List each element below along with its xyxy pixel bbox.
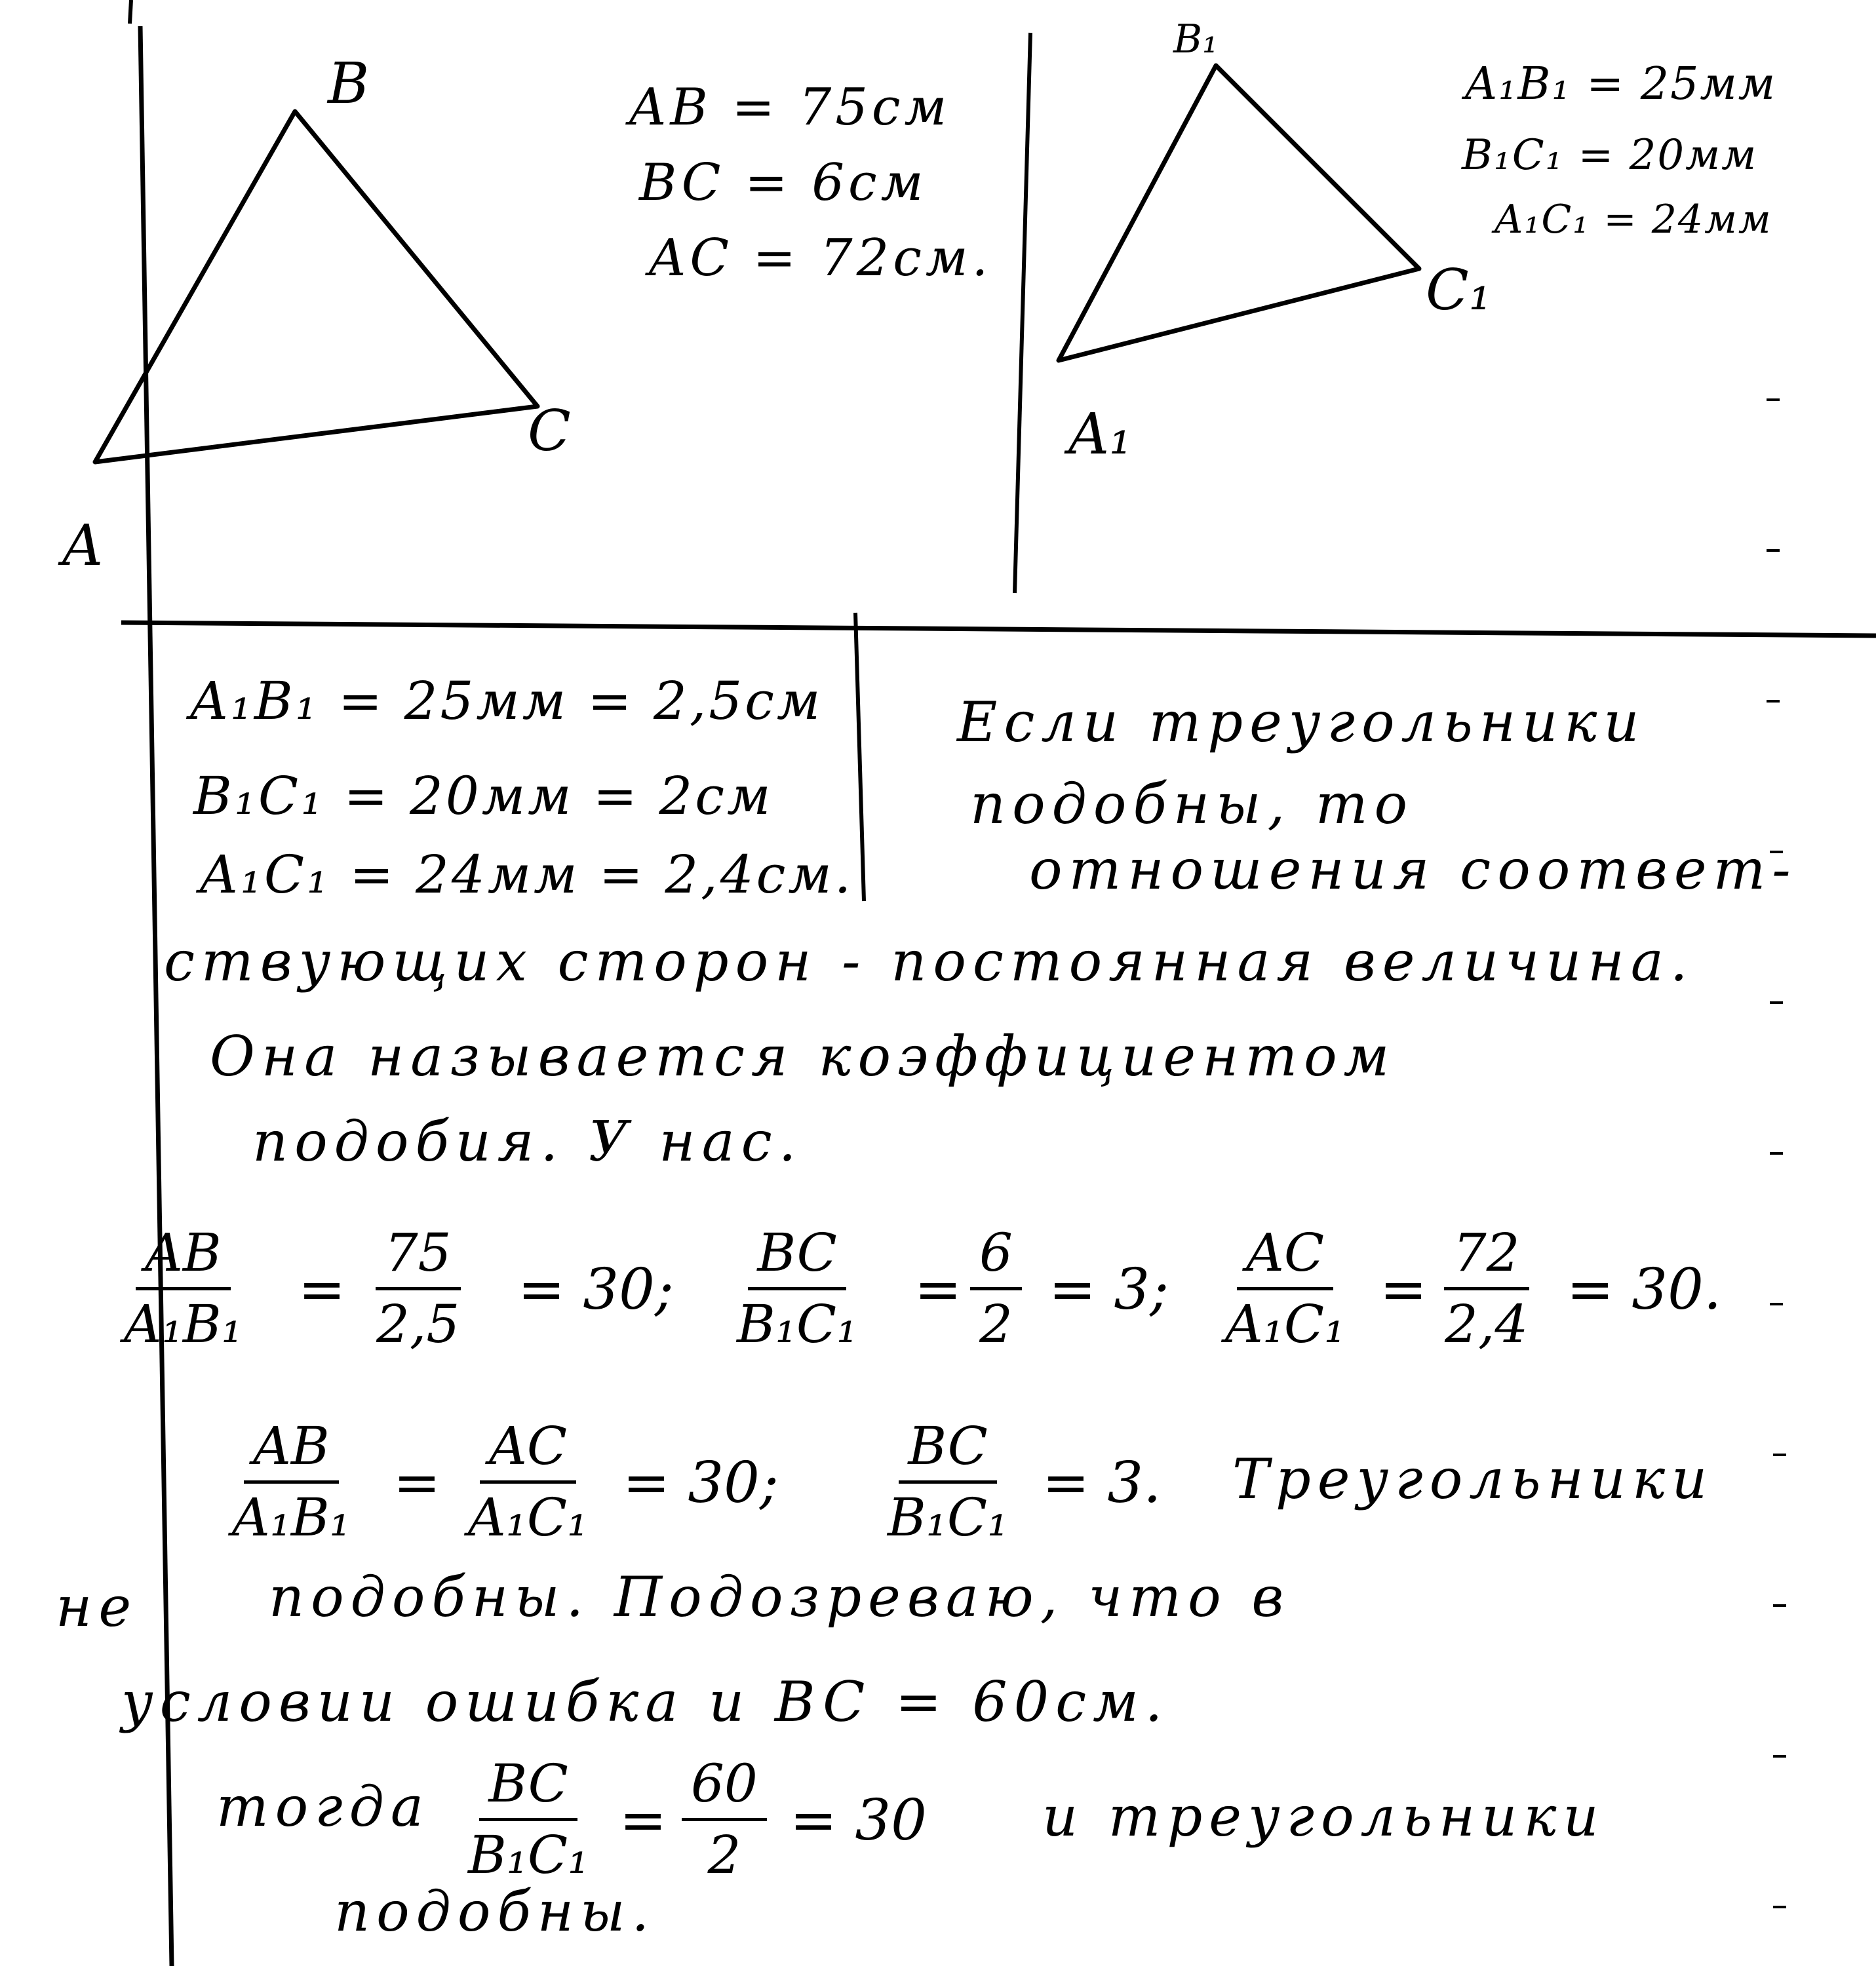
- correction-then: тогда: [216, 1775, 430, 1839]
- correction-last: подобны.: [334, 1879, 656, 1944]
- ratio-bc-den: B₁C₁: [737, 1294, 858, 1355]
- horizontal-divider: [121, 623, 1876, 636]
- ratio-ab-eq: =: [298, 1257, 346, 1322]
- ratio-ac-eq: =: [1380, 1257, 1428, 1322]
- definition-line-1: Если треугольники: [957, 690, 1646, 754]
- comparison-ab-a1b1: [223, 1416, 360, 1548]
- correction-values: [682, 1753, 767, 1885]
- ratio-bc-val-den: 2: [979, 1294, 1013, 1355]
- correction-result: = 30: [790, 1788, 927, 1853]
- correction-val-den: 2: [707, 1824, 741, 1885]
- comparison-ac-num: AC: [480, 1419, 576, 1484]
- comparison-bc-num: BC: [899, 1419, 996, 1484]
- ratio-ac-a1c1: [1216, 1222, 1354, 1355]
- ratio-ab-result: = 30;: [518, 1257, 674, 1322]
- correction-tail: и треугольники: [1042, 1784, 1605, 1849]
- ratio-ab-val-den: 2,5: [376, 1294, 460, 1355]
- comparison-bc-b1c1: [878, 1416, 1017, 1548]
- lower-divider-vertical: [855, 613, 864, 901]
- comparison-not: не: [56, 1575, 138, 1639]
- ratio-ac-val-num: 72: [1444, 1225, 1529, 1290]
- comparison-result-1: = 30;: [623, 1450, 779, 1516]
- definition-line-6: подобия. У нас.: [252, 1109, 803, 1174]
- ratio-ac-num: AC: [1237, 1225, 1333, 1290]
- vertex-label-a: A: [62, 513, 104, 579]
- comparison-line-3: условии ошибка и BC = 60см.: [121, 1670, 1169, 1734]
- conversion-b1c1: B₁C₁ = 20мм = 2см: [193, 765, 773, 826]
- given-b1c1: B₁C₁ = 20мм: [1462, 131, 1758, 180]
- comparison-bc-den: B₁C₁: [888, 1487, 1009, 1548]
- correction-val-num: 60: [682, 1756, 767, 1821]
- comparison-ac-den: A₁C₁: [468, 1487, 589, 1548]
- comparison-ab-den: A₁B₁: [232, 1487, 351, 1548]
- given-a1b1: A₁B₁ = 25мм: [1465, 58, 1777, 110]
- ratio-ac-result: = 30.: [1567, 1257, 1722, 1322]
- comparison-tail: Треугольники: [1232, 1447, 1714, 1511]
- ratio-ac-values: [1436, 1222, 1537, 1355]
- vertex-label-a1: A₁: [1068, 402, 1132, 467]
- ratio-bc-val-num: 6: [970, 1225, 1022, 1290]
- upper-divider-vertical: [1015, 33, 1030, 593]
- ratio-ac-den: A₁C₁: [1225, 1294, 1346, 1355]
- definition-line-3: отношения соответ-: [1029, 838, 1797, 902]
- comparison-ab-num: AB: [244, 1419, 339, 1484]
- vertex-label-b: B: [328, 51, 370, 117]
- given-ac: AC = 72см.: [649, 229, 992, 288]
- ratio-ab-values: [367, 1222, 469, 1355]
- ratio-ab-den: A₁B₁: [124, 1294, 243, 1355]
- definition-line-5: Она называется коэффициентом: [210, 1024, 1396, 1089]
- conversion-a1c1: A₁C₁ = 24мм = 2,4см.: [200, 844, 854, 905]
- correction-eq: =: [619, 1788, 667, 1853]
- correction-bc-b1c1: [459, 1753, 598, 1885]
- given-bc: BC = 6см: [639, 153, 928, 212]
- vertex-label-c1: C₁: [1426, 258, 1492, 323]
- comparison-result-2: = 3.: [1042, 1450, 1162, 1516]
- definition-line-2: подобны, то: [970, 772, 1415, 836]
- comparison-eq: =: [393, 1450, 441, 1516]
- correction-bc-den: B₁C₁: [468, 1824, 589, 1885]
- given-a1c1: A₁C₁ = 24мм: [1495, 197, 1772, 242]
- triangle-abc-outline: [95, 111, 537, 462]
- given-ab: AB = 75см: [629, 78, 951, 137]
- triangle-a1b1c1-outline: [1059, 66, 1419, 360]
- vertex-label-c: C: [528, 398, 571, 464]
- ratio-ac-val-den: 2,4: [1445, 1294, 1529, 1355]
- ratio-bc-eq: =: [914, 1257, 962, 1322]
- comparison-line-2: подобны. Подозреваю, что в: [269, 1565, 1291, 1629]
- ratio-ab-a1b1: [115, 1222, 252, 1355]
- top-left-margin-tick: [130, 0, 131, 24]
- ratio-ab-num: AB: [136, 1225, 231, 1290]
- ratio-bc-values: [970, 1222, 1022, 1355]
- margin-ticks: [1767, 400, 1786, 1907]
- conversion-a1b1: A₁B₁ = 25мм = 2,5см: [190, 670, 823, 731]
- ratio-bc-result: = 3;: [1049, 1257, 1169, 1322]
- ratio-ab-val-num: 75: [376, 1225, 461, 1290]
- definition-line-4: ствующих сторон - постоянная величина.: [164, 929, 1694, 993]
- comparison-ac-a1c1: [459, 1416, 597, 1548]
- ratio-bc-b1c1: [728, 1222, 867, 1355]
- correction-bc-num: BC: [479, 1756, 577, 1821]
- ratio-bc-num: BC: [748, 1225, 846, 1290]
- vertex-label-b1: B₁: [1173, 16, 1219, 62]
